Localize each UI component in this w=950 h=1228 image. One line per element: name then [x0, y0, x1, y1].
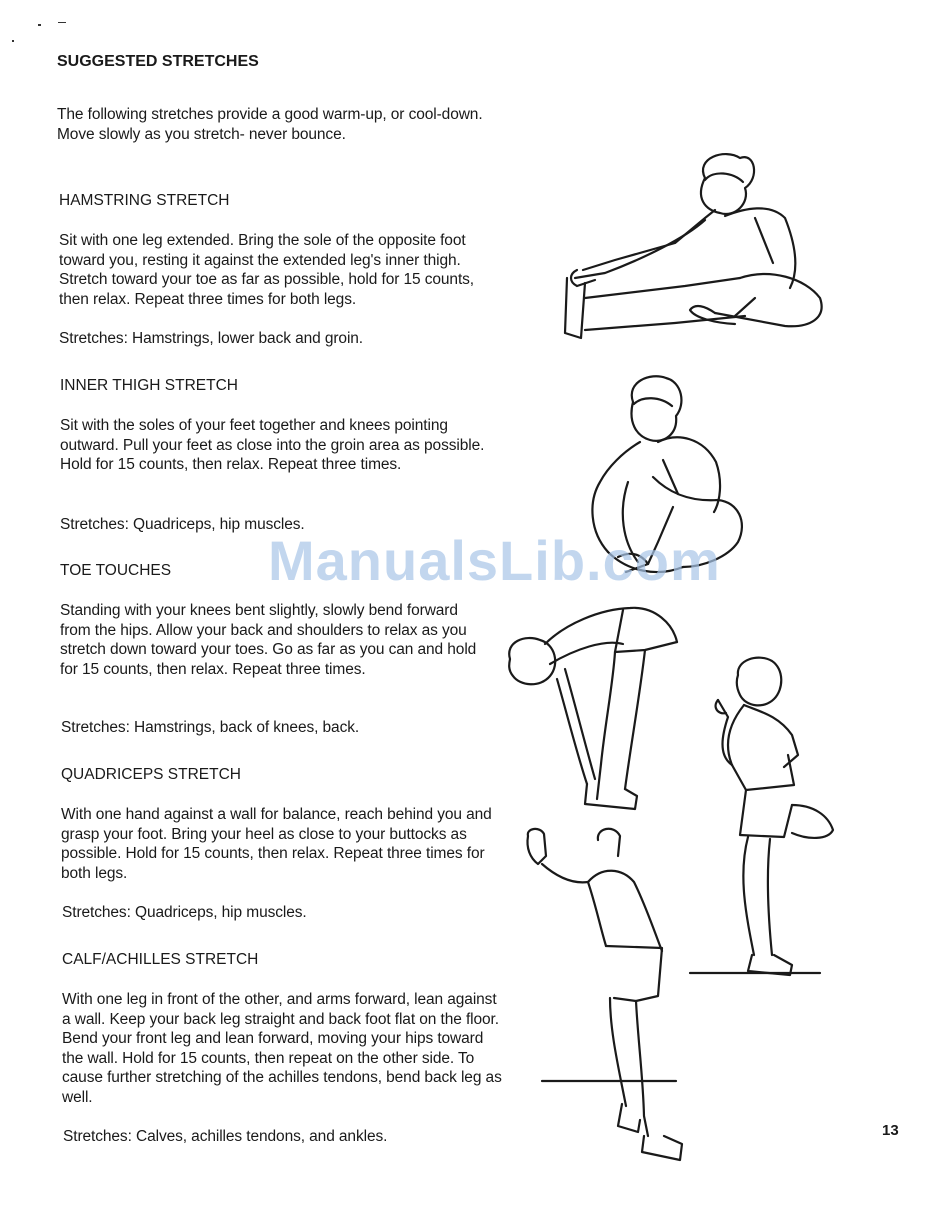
section-heading-inner-thigh: INNER THIGH STRETCH — [60, 377, 238, 394]
section-body-quadriceps: With one hand against a wall for balance, reach behind you and grasp your foot. Bring your heel as close to your buttocks as possible. Hold for 15 counts, then relax. Repeat three times for both legs. — [61, 806, 492, 882]
section-body-calf-achilles: With one leg in front of the other, and arms forward, lean against a wall. Keep your back leg straight and back foot flat on the floor. Bend your front leg and lean forward, moving your hips toward the wall. Hold for 15 counts, then repeat on the other side. To cause further stretching of the achilles tendons, bend back leg as well. — [62, 991, 502, 1106]
scan-speck — [12, 40, 14, 42]
section-stretches-toe-touches: Stretches: Hamstrings, back of knees, back. — [61, 719, 360, 736]
calf-achilles-stretch-illustration — [518, 826, 688, 1164]
section-body-hamstring: Sit with one leg extended. Bring the sole of the opposite foot toward you, resting it against the extended leg's inner thigh. Stretch toward your toe as far as possible, hold for 15 counts, then relax. Repeat three times for both legs. — [59, 232, 475, 308]
section-stretches-hamstring: Stretches: Hamstrings, lower back and groin. — [59, 330, 364, 347]
hamstring-stretch-illustration — [555, 148, 835, 348]
watermark: ManualsLib.com — [268, 529, 721, 592]
section-stretches-inner-thigh: Stretches: Quadriceps, hip muscles. — [60, 516, 305, 533]
page-number: 13 — [882, 1122, 899, 1139]
section-body-inner-thigh: Sit with the soles of your feet together and knees pointing outward. Pull your feet as close into the groin area as possible. Hold for 15 counts, then relax. Repeat three times. — [60, 417, 485, 474]
inner-thigh-stretch-illustration — [578, 372, 753, 587]
section-heading-quadriceps: QUADRICEPS STRETCH — [61, 766, 241, 783]
page-title: SUGGESTED STRETCHES — [57, 53, 259, 70]
scan-speck — [58, 22, 66, 23]
toe-touches-illustration — [505, 604, 685, 819]
section-body-toe-touches: Standing with your knees bent slightly, slowly bend forward from the hips. Allow your back and shoulders to relax as you stretch down toward your toes. Go as far as you can and hold for 15 counts, then relax. Repeat three times. — [60, 602, 477, 678]
section-stretches-calf-achilles: Stretches: Calves, achilles tendons, and ankles. — [63, 1128, 388, 1145]
scan-speck — [38, 24, 41, 26]
intro-text: The following stretches provide a good warm-up, or cool-down. Move slowly as you stretch- never bounce. — [57, 106, 483, 143]
section-heading-calf-achilles: CALF/ACHILLES STRETCH — [62, 951, 259, 968]
section-heading-toe-touches: TOE TOUCHES — [60, 562, 172, 579]
quadriceps-stretch-illustration — [688, 655, 838, 980]
section-heading-hamstring: HAMSTRING STRETCH — [59, 192, 230, 209]
section-stretches-quadriceps: Stretches: Quadriceps, hip muscles. — [62, 904, 307, 921]
